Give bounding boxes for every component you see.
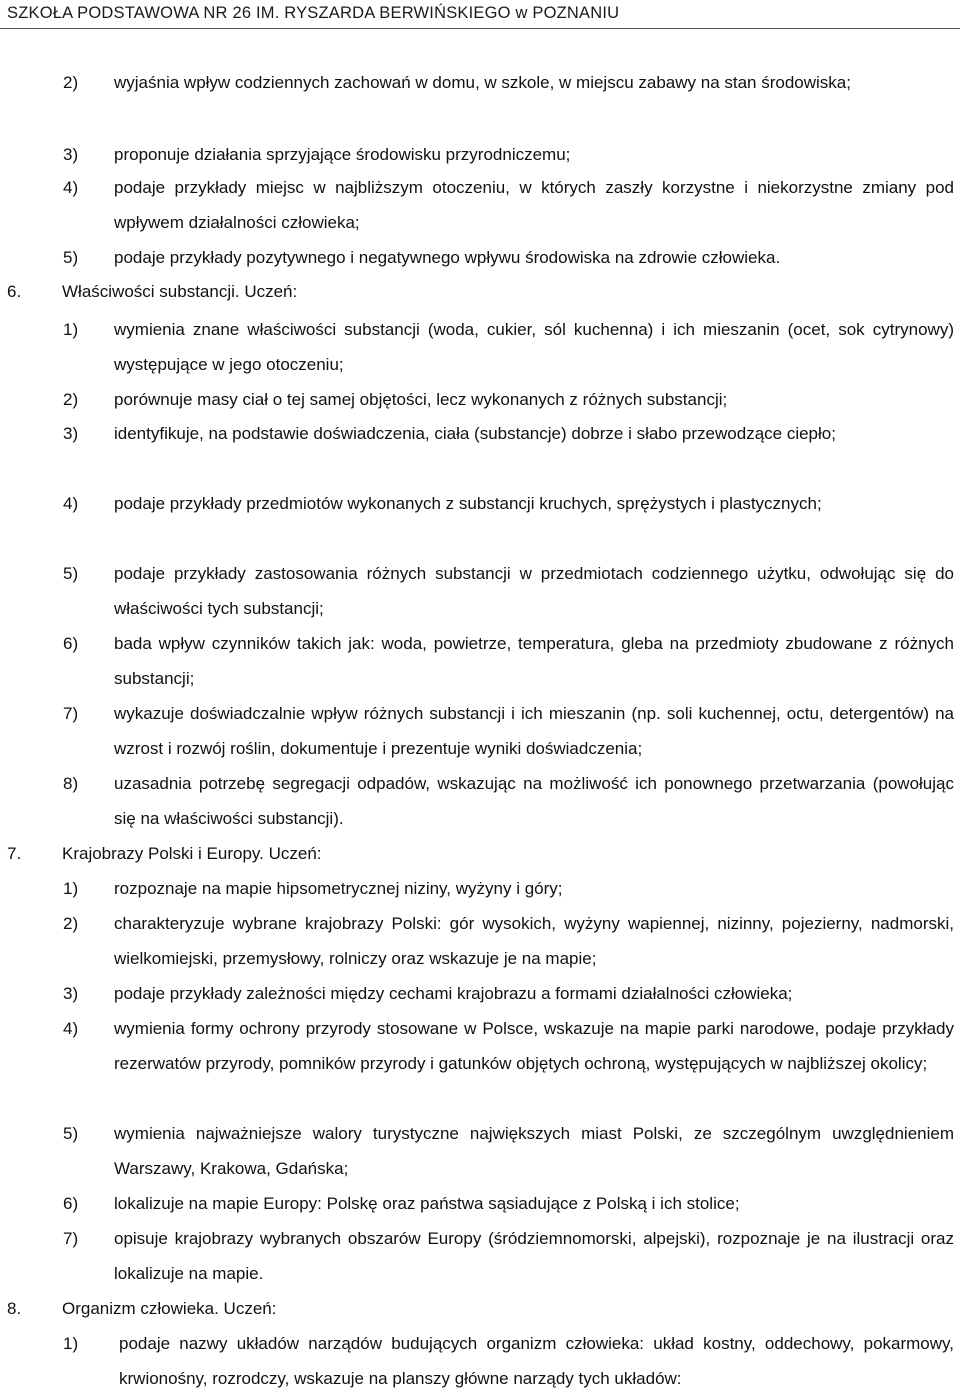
- item-text: bada wpływ czynników takich jak: woda, powietrze, temperatura, gleba na przedmioty zbudowane z różnych substancji;: [114, 634, 954, 688]
- item-text: wyjaśnia wpływ codziennych zachowań w domu, w szkole, w miejscu zabawy na stan środowiska;: [114, 73, 851, 92]
- item-number: 6): [63, 634, 79, 653]
- section-heading: [7, 274, 297, 309]
- list-item: [63, 416, 954, 451]
- section-title: Organizm człowieka. Uczeń:: [62, 1299, 277, 1318]
- item-text: wymienia najważniejsze walory turystyczne największych miast Polski, ze szczególnym uwzględnieniem Warszawy, Krakowa, Gdańska;: [114, 1124, 954, 1178]
- list-item: [63, 1186, 954, 1221]
- item-text: podaje przykłady zastosowania różnych substancji w przedmiotach codziennego użytku, odwołując się do właściwości tych substancji;: [114, 564, 954, 618]
- item-number: 1): [63, 1334, 79, 1353]
- item-number: 7): [63, 704, 79, 723]
- section-title: Krajobrazy Polski i Europy. Uczeń:: [62, 844, 322, 863]
- section-number: 6.: [7, 282, 22, 301]
- document-header: SZKOŁA PODSTAWOWA NR 26 IM. RYSZARDA BERWIŃSKIEGO w POZNANIU: [7, 4, 620, 22]
- item-number: 3): [63, 424, 79, 443]
- list-item: [63, 696, 954, 766]
- item-number: 6): [63, 1194, 79, 1213]
- item-number: 2): [63, 73, 79, 92]
- item-text: uzasadnia potrzebę segregacji odpadów, wskazując na możliwość ich ponownego przetwarzania (powołując się na właściwości substancji).: [114, 774, 954, 828]
- section-number: 8.: [7, 1299, 22, 1318]
- item-text: lokalizuje na mapie Europy: Polskę oraz państwa sąsiadujące z Polską i ich stolice;: [114, 1194, 740, 1213]
- item-number: 3): [63, 145, 79, 164]
- section-heading: [7, 836, 322, 871]
- item-text: podaje przykłady pozytywnego i negatywnego wpływu środowiska na zdrowie człowieka.: [114, 248, 781, 267]
- item-text: podaje przykłady miejsc w najbliższym otoczeniu, w których zaszły korzystne i niekorzystne zmiany pod wpływem działalności człowieka;: [114, 178, 954, 232]
- list-item: [63, 871, 954, 906]
- section-title: Właściwości substancji. Uczeń:: [62, 282, 298, 301]
- item-text: wymienia znane właściwości substancji (woda, cukier, sól kuchenna) i ich mieszanin (ocet, sok cytrynowy) występujące w jego otoczeniu;: [114, 320, 954, 374]
- item-number: 4): [63, 494, 79, 513]
- item-text: identyfikuje, na podstawie doświadczenia, ciała (substancje) dobrze i słabo przewodzące ciepło;: [114, 424, 836, 443]
- list-item: [63, 1011, 954, 1081]
- item-number: 7): [63, 1229, 79, 1248]
- item-text: porównuje masy ciał o tej samej objętości, lecz wykonanych z różnych substancji;: [114, 390, 728, 409]
- item-number: 1): [63, 320, 79, 339]
- item-number: 8): [63, 774, 79, 793]
- item-text: proponuje działania sprzyjające środowisku przyrodniczemu;: [114, 145, 571, 164]
- item-number: 4): [63, 1019, 79, 1038]
- item-number: 5): [63, 1124, 79, 1143]
- list-item: [63, 766, 954, 836]
- item-number: 4): [63, 178, 79, 197]
- list-item: [63, 1326, 954, 1396]
- item-text: podaje przykłady przedmiotów wykonanych z substancji kruchych, sprężystych i plastycznych;: [114, 494, 822, 513]
- item-number: 5): [63, 564, 79, 583]
- item-number: 1): [63, 879, 79, 898]
- item-text: podaje przykłady zależności między cechami krajobrazu a formami działalności człowieka;: [114, 984, 793, 1003]
- list-item: [63, 1116, 954, 1186]
- section-number: 7.: [7, 844, 22, 863]
- list-item: [63, 626, 954, 696]
- item-number: 2): [63, 390, 79, 409]
- list-item: [63, 976, 954, 1011]
- list-item: [63, 240, 954, 275]
- list-item: [63, 137, 954, 172]
- list-item: [63, 486, 954, 521]
- item-text: rozpoznaje na mapie hipsometrycznej niziny, wyżyny i góry;: [114, 879, 563, 898]
- item-number: 5): [63, 248, 79, 267]
- header-divider: [0, 28, 960, 29]
- list-item: [63, 1221, 954, 1291]
- item-text: opisuje krajobrazy wybranych obszarów Europy (śródziemnomorski, alpejski), rozpoznaje je na ilustracji oraz lokalizuje na mapie.: [114, 1229, 954, 1283]
- item-text: charakteryzuje wybrane krajobrazy Polski: gór wysokich, wyżyny wapiennej, nizinny, pojezierny, nadmorski, wielkomiejski, przemysłowy, rolniczy oraz wskazuje je na mapie;: [114, 914, 954, 968]
- item-text: wykazuje doświadczalnie wpływ różnych substancji i ich mieszanin (np. soli kuchennej, octu, detergentów) na wzrost i rozwój roślin, dokumentuje i prezentuje wyniki doświadczenia;: [114, 704, 954, 758]
- section-heading: [7, 1291, 276, 1326]
- list-item: [63, 556, 954, 626]
- list-item: [63, 382, 954, 417]
- list-item: [63, 170, 954, 240]
- item-number: 2): [63, 914, 79, 933]
- list-item: [63, 312, 954, 382]
- list-item: [63, 65, 954, 100]
- item-text: wymienia formy ochrony przyrody stosowane w Polsce, wskazuje na mapie parki narodowe, podaje przykłady rezerwatów przyrody, pomników przyrody i gatunków objętych ochroną, występujących w najbliższej okolicy;: [114, 1019, 954, 1073]
- item-number: 3): [63, 984, 79, 1003]
- list-item: [63, 906, 954, 976]
- item-text: podaje nazwy układów narządów budujących organizm człowieka: układ kostny, oddechowy, pokarmowy, krwionośny, rozrodczy, wskazuje na planszy główne narządy tych układów:: [119, 1334, 954, 1388]
